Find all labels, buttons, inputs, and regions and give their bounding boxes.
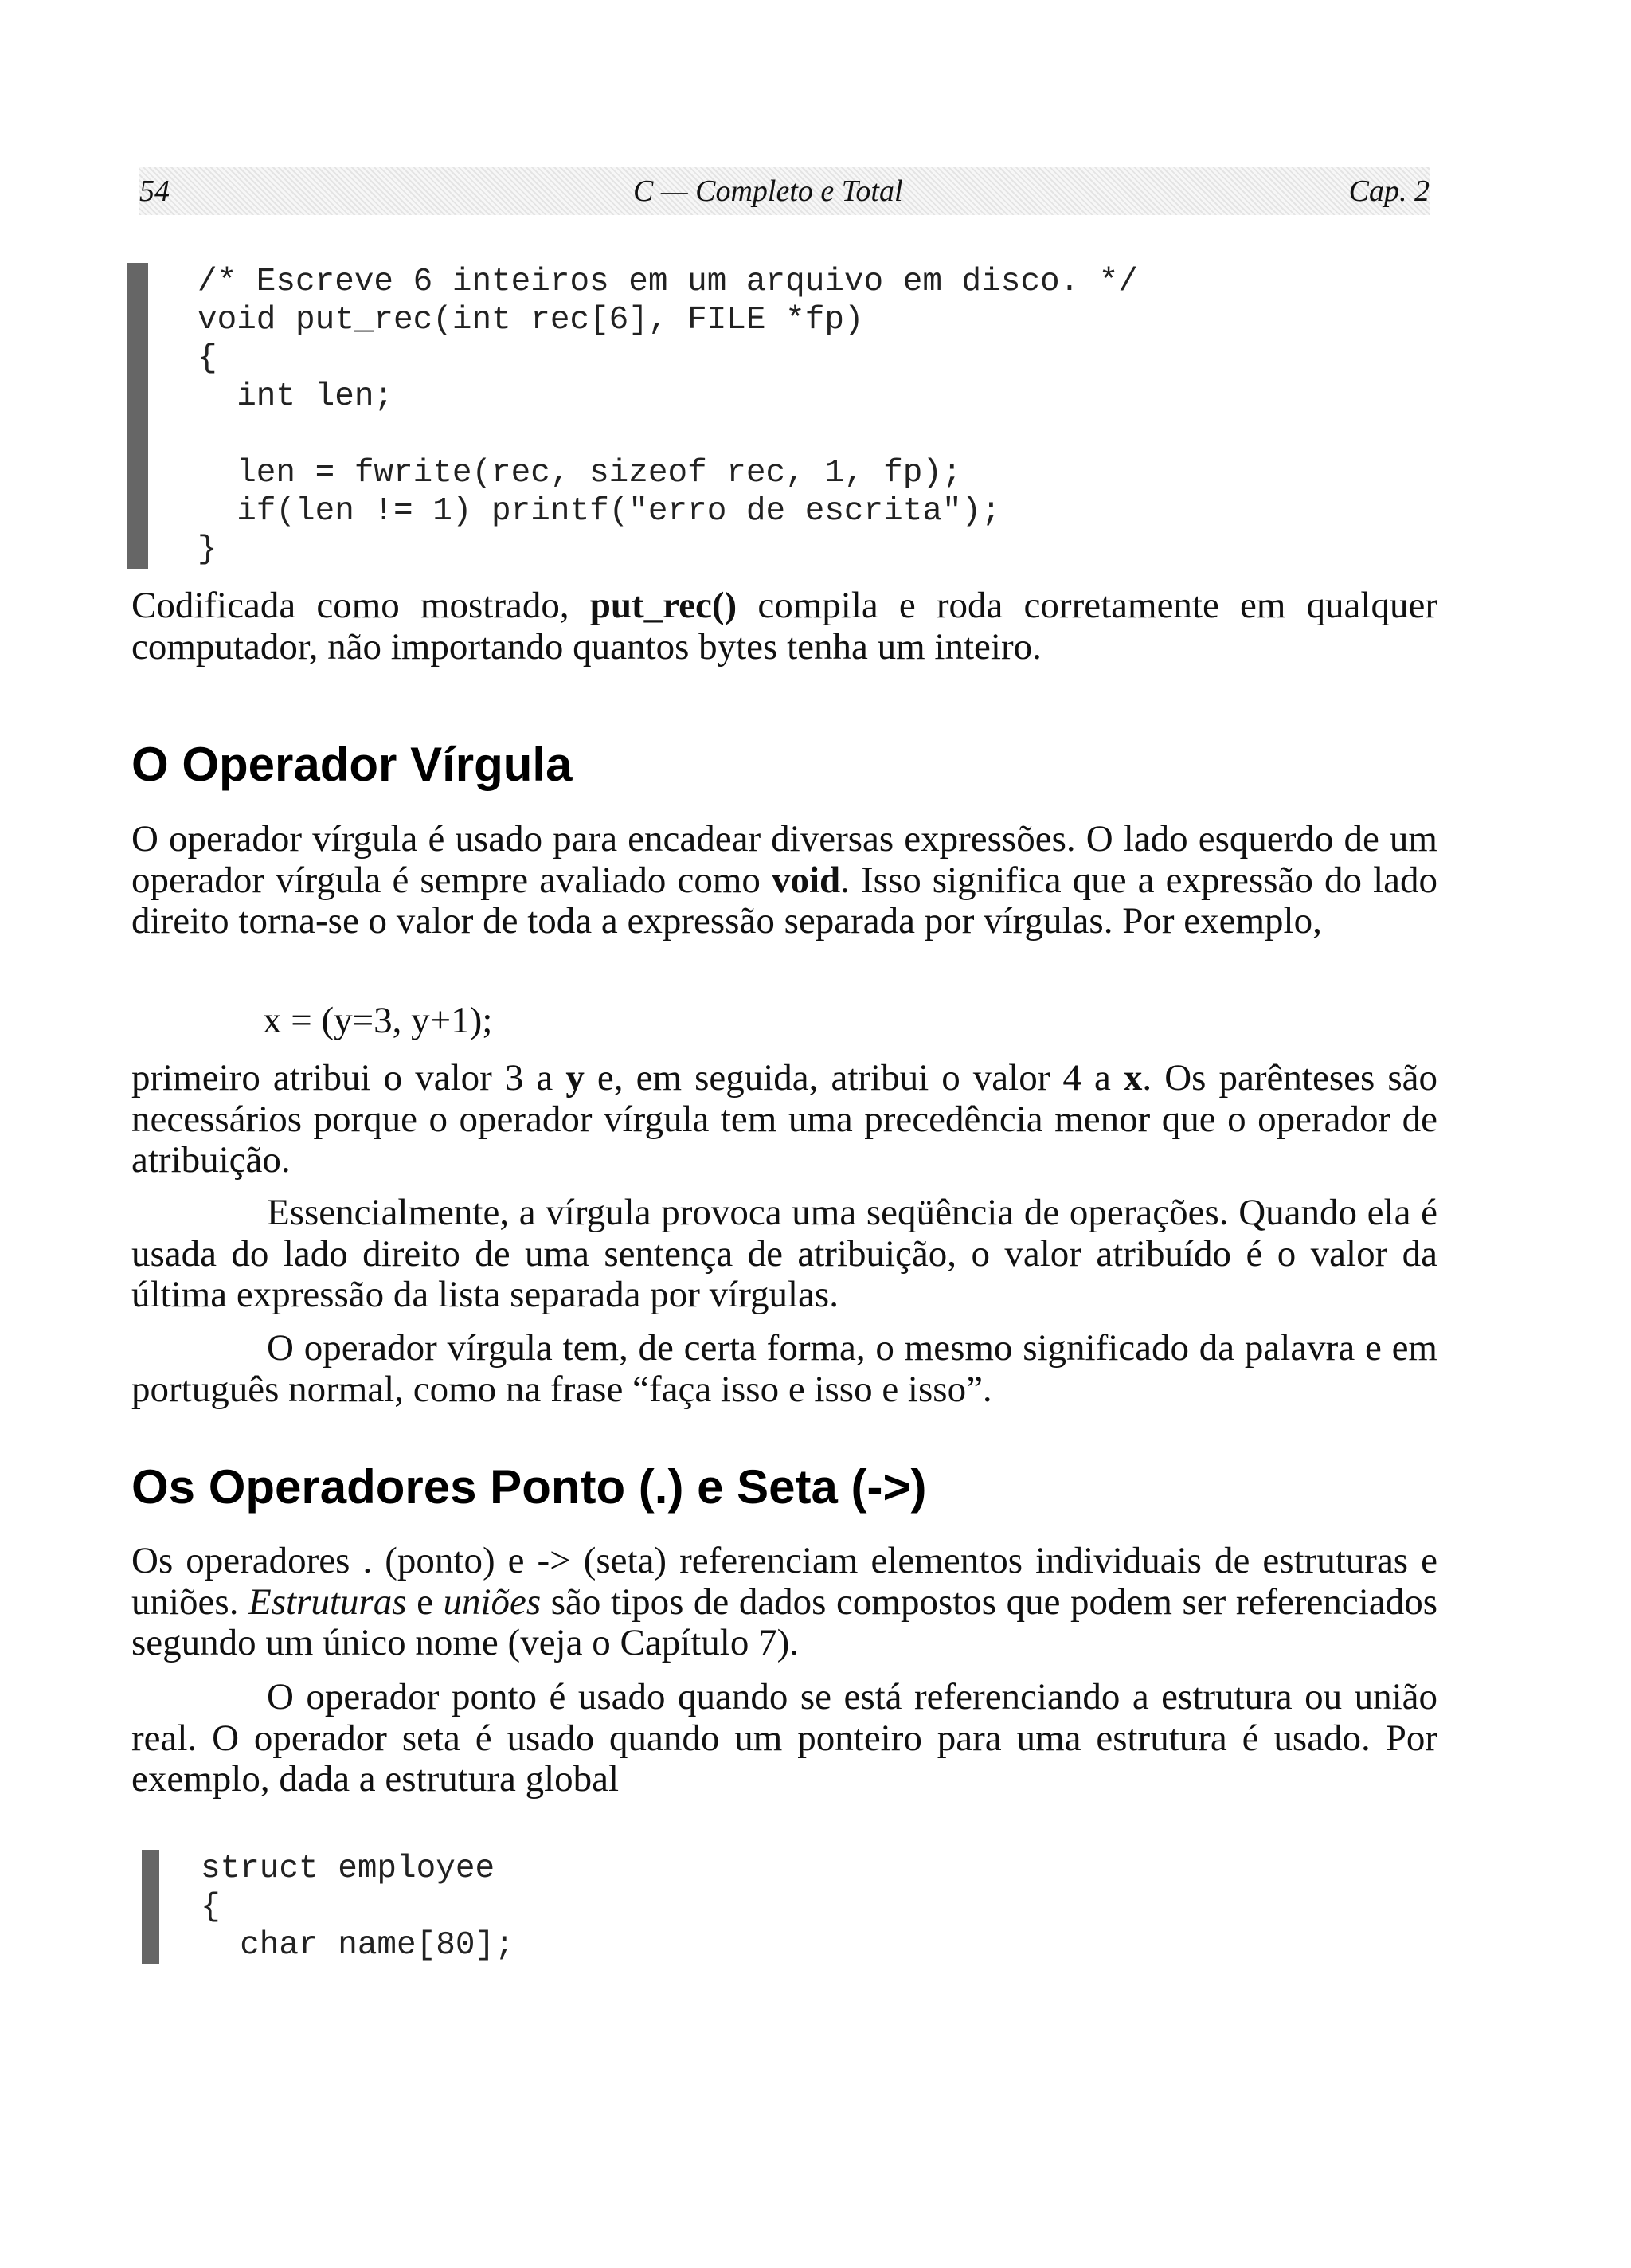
- paragraph-dot-arrow-usage: O operador ponto é usado quando se está referenciando a estrutura ou união real. O operador seta é usado quando um ponteiro para uma estrutura é usado. Por exemplo, dada a estrutura global: [131, 1676, 1437, 1800]
- code-line: char name[80];: [201, 1927, 514, 1964]
- paragraph-comma-meaning: O operador vírgula tem, de certa forma, o mesmo significado da palavra e em português normal, como na frase “faça isso e isso e isso”.: [131, 1327, 1437, 1410]
- running-header: [139, 167, 1430, 215]
- text-run: . Os parênteses são necessários porque o operador vírgula tem uma precedência menor que o operador de atribuição.: [131, 1057, 1437, 1181]
- paragraph-put-rec: [131, 586, 1437, 668]
- code-line: void put_rec(int rec[6], FILE *fp): [198, 302, 864, 339]
- book-title: C — Completo e Total: [633, 174, 903, 208]
- text-run: e: [406, 1581, 444, 1623]
- paragraph-comma-intro: [131, 819, 1437, 942]
- italic-term: Estruturas: [248, 1581, 407, 1623]
- code-line: if(len != 1) printf("erro de escrita");: [198, 493, 1001, 530]
- code-line: len = fwrite(rec, sizeof rec, 1, fp);: [198, 455, 962, 492]
- code-term: put_rec(): [589, 585, 737, 626]
- italic-term: uniões: [443, 1581, 542, 1623]
- code-line: [198, 416, 1392, 454]
- section-heading-comma: O Operador Vírgula: [131, 738, 573, 791]
- paragraph-dot-arrow-intro: [131, 1541, 1437, 1664]
- code-line: struct employee: [201, 1851, 495, 1887]
- text-run: compila e roda corretamente em qualquer computador, não importando quantos bytes tenha um inteiro.: [131, 585, 1437, 668]
- code-line: }: [198, 531, 217, 568]
- text-run: Os operadores . (ponto) e -> (seta) referenciam elementos individuais de estruturas e uniões.: [131, 1540, 1437, 1623]
- text-run: são tipos de dados compostos que podem ser referenciados segundo um único nome (veja o Capítulo 7).: [131, 1581, 1437, 1663]
- code-term: y: [565, 1057, 585, 1099]
- code-term: x: [1123, 1057, 1143, 1099]
- code-block-put-rec: [127, 263, 1392, 569]
- paragraph-comma-sequence: Essencialmente, a vírgula provoca uma seqüência de operações. Quando ela é usada do lado direito de uma sentença de atribuição, o valor atribuído é o valor da última expressão da lista separada por vírgulas.: [131, 1192, 1437, 1315]
- text-run: e, em seguida, atribui o valor 4 a: [584, 1057, 1124, 1099]
- chapter-label: Cap. 2: [1348, 174, 1430, 208]
- code-line: int len;: [198, 378, 394, 415]
- text-run: Codificada como mostrado,: [131, 585, 590, 626]
- text-run: O operador vírgula é usado para encadear diversas expressões. O lado esquerdo de um operador vírgula é sempre avaliado como: [131, 818, 1437, 901]
- code-block-struct: [142, 1850, 1395, 1964]
- section-heading-dot-arrow: Os Operadores Ponto (.) e Seta (->): [131, 1460, 927, 1514]
- example-formula: x = (y=3, y+1);: [263, 1000, 493, 1041]
- text-run: primeiro atribui o valor 3 a: [131, 1057, 566, 1099]
- code-term: void: [771, 859, 841, 901]
- paragraph-comma-explanation: [131, 1058, 1437, 1181]
- code-line: /* Escreve 6 inteiros em um arquivo em disco. */: [198, 264, 1138, 300]
- code-line: {: [198, 340, 217, 377]
- page-number: 54: [139, 174, 170, 208]
- code-line: {: [201, 1889, 221, 1925]
- text-run: . Isso significa que a expressão do lado direito torna-se o valor de toda a expressão separada por vírgulas. Por exemplo,: [131, 859, 1437, 942]
